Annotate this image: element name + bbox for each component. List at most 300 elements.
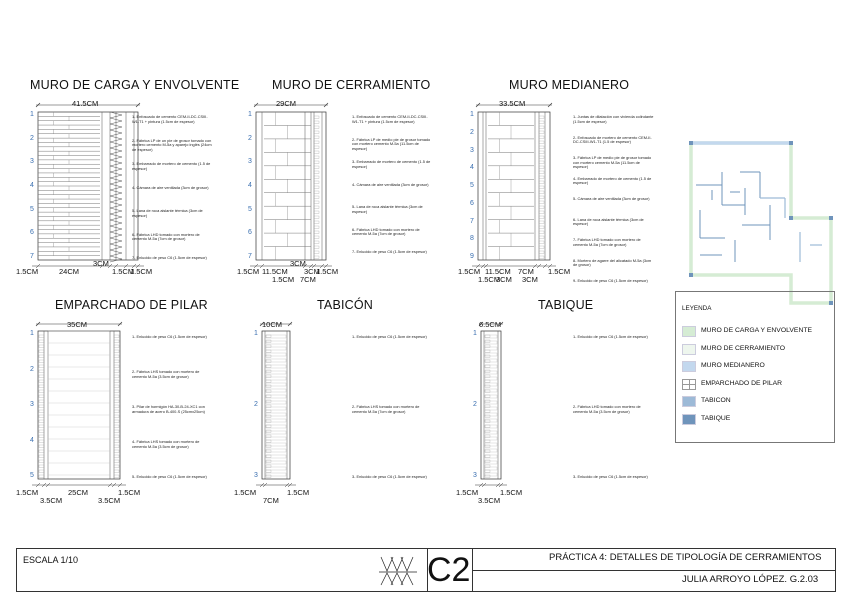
hollow-brick-cell [314, 196, 319, 198]
hollow-brick-cell [485, 350, 490, 352]
plan-pillar [689, 141, 693, 145]
dim-bottom-pilar: 25CM [68, 488, 89, 497]
hollow-brick-cell [266, 400, 271, 402]
hollow-brick-cell [539, 206, 544, 208]
hollow-brick-cell [114, 465, 119, 467]
hollow-brick-cell [539, 186, 544, 188]
legend-title: LEYENDA [682, 305, 712, 312]
legend-item [682, 414, 832, 424]
layer-number: 4 [248, 182, 252, 189]
hollow-brick-cell [539, 126, 544, 128]
layer-number: 2 [254, 401, 258, 408]
hollow-brick-cell [266, 365, 271, 367]
hollow-brick-cell [266, 455, 271, 457]
legend-swatch [682, 361, 696, 372]
hollow-brick-cell [39, 445, 44, 447]
hollow-brick-cell [39, 395, 44, 397]
legend-label: MURO DE CERRAMIENTO [701, 344, 786, 352]
hollow-brick-cell [485, 395, 490, 397]
layer-note: 4- Cámara de aire ventilada (3cm de grosor) [132, 184, 209, 190]
hollow-brick-cell [539, 151, 544, 153]
school-logo-icon [377, 551, 425, 589]
plan-pillar [789, 141, 793, 145]
hollow-brick-cell [314, 191, 319, 193]
title-muro-medianero: MURO MEDIANERO [509, 78, 630, 92]
hollow-brick-cell [539, 171, 544, 173]
hollow-brick-cell [485, 449, 497, 452]
scale-label: ESCALA 1/10 [23, 555, 79, 565]
plan-envelope [691, 143, 831, 303]
layer-note: 2- Fábrica LHD tomado con mortero de cemento M-5a (3.5cm de grosor) [573, 404, 641, 414]
hollow-brick-cell [485, 340, 490, 342]
layer-number: 6 [470, 199, 474, 207]
hollow-brick-cell [314, 116, 319, 118]
hollow-brick-cell [314, 146, 319, 148]
hollow-brick-cell [485, 415, 490, 417]
hollow-brick-cell [539, 161, 544, 163]
layer-number: 7 [30, 253, 34, 260]
hollow-brick-cell [485, 460, 490, 462]
author-name: JULIA ARROYO LÓPEZ. G.2.03 [682, 574, 819, 585]
hollow-brick-cell [266, 430, 271, 432]
layer-number: 3 [248, 158, 252, 166]
layer-number: 3 [254, 472, 258, 479]
dim-bottom-carga: 1.5CM [130, 267, 153, 276]
legend-swatch [682, 414, 696, 425]
layer-note: 7- Enlucido de yeso C6 (1.5cm de espesor) [132, 255, 207, 260]
legend-box [675, 291, 835, 443]
hollow-brick-cell [539, 211, 544, 213]
title-muro-carga: MURO DE CARGA Y ENVOLVENTE [30, 78, 240, 92]
layer-number: 3 [30, 158, 34, 166]
hollow-brick-cell [39, 440, 44, 442]
hollow-brick-cell [266, 359, 286, 362]
hollow-brick-cell [314, 256, 319, 258]
layer-note: 2- Fábrica LP de medio pie de grosor tomado con mortero cemento M-5a (11.5cm de espesor) [352, 136, 431, 151]
hollow-brick-cell [114, 365, 119, 367]
legend-swatch [682, 379, 696, 390]
legend-item [682, 396, 832, 406]
legend-item [682, 326, 832, 336]
layer-number: 5 [30, 472, 34, 479]
hollow-brick-cell [314, 221, 319, 223]
dim-bottom-pilar: 1.5CM [118, 488, 141, 497]
hollow-brick-cell [539, 141, 544, 143]
dim-top-cerramiento: 29CM [276, 99, 297, 108]
layer-number: 2 [470, 128, 474, 136]
hollow-brick-cell [539, 241, 544, 243]
hollow-brick-cell [39, 385, 44, 387]
layer-number: 6 [30, 229, 34, 237]
hollow-brick-cell [39, 355, 44, 357]
section-tabicon [256, 322, 296, 487]
dim-bottom-carga: 3CM [93, 259, 109, 268]
hollow-brick-cell [266, 353, 286, 356]
hollow-brick-cell [485, 335, 490, 337]
hollow-brick-cell [266, 440, 271, 442]
layer-number: 1 [248, 111, 252, 118]
hollow-brick-cell [539, 121, 544, 123]
hollow-brick-cell [114, 450, 119, 452]
hollow-brick-cell [314, 171, 319, 173]
dim-bottom-medianero: 3CM [496, 275, 512, 284]
hollow-brick-cell [266, 470, 271, 472]
layer-number: 6 [248, 229, 252, 237]
layer-note: 3- Enlucido de yeso C6 (1.5cm de espesor) [573, 474, 648, 479]
hollow-brick-cell [485, 410, 490, 412]
dim-bottom-cerramiento: 3CM [290, 259, 306, 268]
hollow-brick-cell [114, 340, 119, 342]
hollow-brick-cell [114, 385, 119, 387]
legend-label: MURO DE CARGA Y ENVOLVENTE [701, 327, 813, 334]
layer-note: 6- Lana de roca aislante térmica (3cm de espesor) [573, 216, 644, 227]
hollow-brick-cell [314, 246, 319, 248]
hollow-brick-cell [314, 166, 319, 168]
hollow-brick-cell [114, 475, 119, 477]
hollow-brick-cell [114, 455, 119, 457]
dim-bottom-tabique: 1.5CM [500, 488, 523, 497]
hollow-brick-cell [539, 131, 544, 133]
hollow-brick-cell [485, 370, 490, 372]
hollow-brick-cell [39, 465, 44, 467]
hollow-brick-cell [266, 350, 271, 352]
hollow-brick-cell [114, 470, 119, 472]
hollow-brick-cell [266, 449, 286, 452]
legend-swatch [682, 396, 696, 407]
layer-note: 4- Fábrica LHS tomado con mortero de cemento M-5a (3.5cm de grosor) [132, 439, 200, 449]
title-tabique: TABIQUE [538, 298, 594, 312]
dim-bottom-tabicon: 1.5CM [287, 488, 310, 497]
layer-note: 3- Embarrado de mortero de cemento (1.5 de espesor) [132, 161, 211, 171]
layer-number: 2 [30, 134, 34, 142]
layer-note: 6- Fábrica LHD tomado con mortero de cemento M-5a (7cm de grosor) [132, 231, 200, 242]
hollow-brick-cell [314, 216, 319, 218]
legend-label: EMPARCHADO DE PILAR [701, 379, 783, 387]
hollow-brick-cell [485, 389, 497, 392]
hollow-brick-cell [485, 443, 497, 446]
hollow-brick-cell [539, 181, 544, 183]
hollow-brick-cell [114, 395, 119, 397]
hollow-brick-cell [485, 383, 497, 386]
hollow-brick-cell [114, 430, 119, 432]
hollow-brick-cell [114, 420, 119, 422]
hollow-brick-cell [114, 380, 119, 382]
hollow-brick-cell [266, 370, 271, 372]
layer-note: 5- Lana de roca aislante térmica (3cm de espesor) [352, 204, 423, 214]
hollow-brick-cell [114, 445, 119, 447]
dim-bottom-medianero: 1.5CM [478, 275, 501, 284]
hollow-brick-cell [266, 475, 271, 477]
layer-note: 7- Fábrica LHD tomado con mortero de cemento M-5a (7cm de grosor) [573, 237, 641, 247]
hollow-brick-cell [39, 410, 44, 412]
section-emparchado-pilar [32, 322, 126, 487]
hollow-brick-cell [314, 181, 319, 183]
legend-swatch [682, 344, 696, 355]
legend-label: TABICON [701, 397, 731, 404]
hollow-brick-cell [539, 116, 544, 118]
dim-bottom-tabique: 1.5CM [456, 488, 479, 497]
layer-number: 1 [30, 111, 34, 118]
dim-bottom-carga: 24CM [59, 267, 80, 276]
layer-number: 4 [30, 436, 34, 444]
hollow-brick-cell [485, 475, 490, 477]
hollow-brick-cell [114, 345, 119, 347]
hollow-brick-cell [485, 355, 490, 357]
legend-item [682, 361, 832, 371]
hollow-brick-cell [539, 216, 544, 218]
layer-number: 1 [30, 330, 34, 337]
hollow-brick-cell [314, 186, 319, 188]
dim-bottom-pilar: 3.5CM [40, 496, 63, 505]
dim-bottom-pilar: 3.5CM [98, 496, 121, 505]
legend-label: MURO MEDIANERO [701, 362, 765, 369]
hollow-brick-cell [485, 440, 490, 442]
hollow-brick-cell [39, 430, 44, 432]
hollow-brick-cell [485, 359, 497, 362]
hollow-brick-cell [539, 221, 544, 223]
dim-bottom-medianero: 3CM [522, 275, 538, 284]
title-block [16, 548, 836, 592]
hollow-brick-cell [39, 470, 44, 472]
hollow-brick-cell [314, 126, 319, 128]
hollow-brick-cell [485, 400, 490, 402]
layer-number: 3 [30, 401, 34, 408]
hollow-brick-cell [314, 151, 319, 153]
hollow-brick-cell [539, 231, 544, 233]
hollow-brick-cell [39, 340, 44, 342]
dim-bottom-tabique: 3.5CM [478, 496, 501, 505]
hollow-brick-cell [314, 211, 319, 213]
hollow-brick-cell [39, 375, 44, 377]
hollow-brick-cell [539, 236, 544, 238]
hollow-brick-cell [266, 389, 286, 392]
hollow-brick-cell [314, 141, 319, 143]
hollow-brick-cell [314, 236, 319, 238]
hollow-brick-cell [39, 455, 44, 457]
hollow-brick-cell [266, 473, 286, 476]
dim-bottom-cerramiento: 1.5CM [316, 267, 339, 276]
layer-note: 1- Enlucido de yeso C6 (1.5cm de espesor) [132, 334, 207, 339]
section-tabique [475, 322, 507, 487]
layer-note: 1- Enlucido de yeso C6 (1.5cm de espesor) [573, 334, 648, 339]
hollow-brick-cell [114, 390, 119, 392]
hollow-brick-cell [314, 226, 319, 228]
dim-bottom-pilar: 1.5CM [16, 488, 39, 497]
hollow-brick-cell [539, 191, 544, 193]
legend-swatch [682, 326, 696, 337]
dim-bottom-tabicon: 7CM [263, 496, 279, 505]
hollow-brick-cell [39, 405, 44, 407]
hollow-brick-cell [266, 445, 271, 447]
dim-bottom-cerramiento: 1.5CM [272, 275, 295, 284]
hollow-brick-cell [266, 380, 271, 382]
layer-note: 1- Enlucido de yeso C6 (1.5cm de espesor) [352, 334, 427, 339]
layer-note: 1- Juntas de dilatación con vivienda colindante (1.5cm de espesor) [573, 114, 654, 124]
layer-number: 7 [470, 217, 474, 225]
hollow-brick-cell [314, 156, 319, 158]
hollow-brick-cell [314, 201, 319, 203]
floor-plan-key [689, 141, 833, 305]
hollow-brick-cell [39, 360, 44, 362]
sheet-code: C2 [427, 551, 471, 589]
layer-number: 1 [470, 111, 474, 118]
hollow-brick-cell [485, 365, 490, 367]
layer-number: 1 [254, 330, 258, 337]
hollow-brick-cell [485, 445, 490, 447]
hollow-brick-cell [39, 400, 44, 402]
hollow-brick-cell [485, 430, 490, 432]
dim-top-carga: 41.5CM [72, 99, 99, 108]
layer-number: 4 [470, 164, 474, 172]
hollow-brick-cell [266, 413, 286, 416]
hollow-brick-cell [114, 370, 119, 372]
hollow-brick-cell [314, 231, 319, 233]
hollow-brick-cell [485, 470, 490, 472]
layer-note: 2- Fábrica LP de un pie de grosor tomado con mortero cemento M-5a y aparejo inglés (24cm de espesor) [132, 137, 212, 152]
hollow-brick-cell [114, 440, 119, 442]
hollow-brick-cell [266, 355, 271, 357]
layer-number: 5 [470, 182, 474, 189]
layer-note: 5- Cámara de aire ventilada (3cm de grosor) [573, 196, 650, 201]
hollow-brick-cell [39, 415, 44, 417]
hollow-brick-cell [485, 380, 490, 382]
plan-pillar [689, 273, 693, 277]
hollow-brick-cell [39, 350, 44, 352]
hollow-brick-cell [539, 201, 544, 203]
hollow-brick-cell [266, 340, 271, 342]
hollow-brick-cell [539, 146, 544, 148]
hollow-brick-cell [539, 256, 544, 258]
hollow-brick-cell [114, 355, 119, 357]
layer-number: 4 [30, 182, 34, 189]
hollow-brick-cell [539, 156, 544, 158]
hollow-brick-cell [266, 425, 271, 427]
dim-top-tabicon: 10CM [262, 320, 283, 329]
hollow-brick-cell [539, 166, 544, 168]
layer-note: 4- Embarrado de mortero de cemento (1.5 de espesor) [573, 175, 652, 186]
dim-bottom-cerramiento: 7CM [300, 275, 316, 284]
layer-note: 2- Fábrica LHS tomado con mortero de cemento M-5a (3.5cm de grosor) [132, 369, 200, 379]
hollow-brick-cell [266, 419, 286, 422]
hollow-brick-cell [539, 176, 544, 178]
layer-note: 3- Pilar de hormigón HA-30-B-24-XC1 con armadura de acero B-400-S (25cmx25cm) [132, 404, 205, 414]
hollow-brick-cell [314, 251, 319, 253]
dim-bottom-carga: 1.5CM [16, 267, 39, 276]
layer-note: 1- Enfoscado de cemento CEM-II-DC-CSIII-W1-T1 + pintura (1.5cm de espesor) [132, 114, 208, 124]
title-tabicon: TABICÓN [317, 298, 374, 312]
layer-number: 1 [473, 330, 477, 337]
layer-number: 2 [473, 401, 477, 408]
hollow-brick-cell [485, 455, 490, 457]
hollow-brick-cell [485, 413, 497, 416]
dim-bottom-medianero: 11.5CM [485, 267, 511, 276]
section-muro-cerramiento [250, 103, 332, 268]
hollow-brick-cell [39, 435, 44, 437]
hollow-brick-cell [39, 370, 44, 372]
hollow-brick-cell [266, 460, 271, 462]
layer-note: 5- Enlucido de yeso C6 (1.5cm de espesor) [132, 474, 207, 479]
hollow-brick-cell [314, 131, 319, 133]
hollow-brick-cell [266, 385, 271, 387]
plan-pillar [789, 216, 793, 220]
legend-label: TABIQUE [701, 414, 731, 422]
hollow-brick-cell [485, 419, 497, 422]
hollow-brick-cell [39, 335, 44, 337]
layer-number: 3 [470, 146, 474, 154]
hollow-brick-cell [39, 390, 44, 392]
hollow-brick-cell [39, 425, 44, 427]
layer-number: 5 [248, 205, 252, 213]
hollow-brick-cell [39, 460, 44, 462]
layer-note: 2- Enfoscado de mortero de cemento CEM-II-DC-CSIII-W1-T1 (1.5 de espesor) [573, 134, 652, 145]
title-block-rule [472, 570, 835, 571]
title-muro-cerramiento: MURO DE CERRAMIENTO [272, 78, 431, 92]
section-muro-carga [32, 103, 144, 268]
hollow-brick-cell [485, 385, 490, 387]
dim-bottom-medianero: 1.5CM [548, 267, 571, 276]
layer-note: 9- Enlucido de yeso C6 (1.5cm de espesor) [573, 278, 648, 283]
hollow-brick-cell [114, 350, 119, 352]
layer-number: 7 [248, 253, 252, 260]
hollow-brick-cell [314, 121, 319, 123]
section-muro-medianero [472, 103, 556, 268]
hollow-brick-cell [266, 443, 286, 446]
hollow-brick-cell [539, 196, 544, 198]
hollow-brick-cell [266, 395, 271, 397]
hollow-brick-cell [114, 425, 119, 427]
hollow-brick-cell [39, 450, 44, 452]
dim-top-pilar: 35CM [67, 320, 88, 329]
hollow-brick-cell [114, 405, 119, 407]
hollow-brick-cell [114, 435, 119, 437]
layer-note: 2- Fábrica LHS tomado con mortero de cemento M-5a (7cm de grosor) [352, 404, 420, 414]
legend-item [682, 344, 832, 354]
hollow-brick-cell [114, 410, 119, 412]
hollow-brick-cell [39, 475, 44, 477]
hollow-brick-cell [314, 136, 319, 138]
hollow-brick-cell [266, 383, 286, 386]
dim-bottom-carga: 1.5CM [112, 267, 135, 276]
hollow-brick-cell [39, 365, 44, 367]
layer-note: 3- Embarrado de mortero de cemento (1.5 de espesor) [352, 159, 431, 169]
hollow-brick-cell [539, 226, 544, 228]
title-emparchado-pilar: EMPARCHADO DE PILAR [55, 298, 208, 312]
hollow-brick-cell [114, 375, 119, 377]
hollow-brick-cell [485, 425, 490, 427]
layer-note: 8- Mortero de agarre del alicatado M-5a (3cm de grosor) [573, 257, 652, 268]
hollow-brick-cell [539, 136, 544, 138]
layer-number: 5 [30, 205, 34, 213]
dim-bottom-tabicon: 1.5CM [234, 488, 257, 497]
hollow-brick-cell [485, 353, 497, 356]
layer-number: 8 [470, 235, 474, 243]
plan-pillar [829, 216, 833, 220]
layer-number: 2 [248, 134, 252, 142]
hollow-brick-cell [114, 415, 119, 417]
hollow-brick-cell [114, 335, 119, 337]
hollow-brick-cell [39, 380, 44, 382]
hollow-brick-cell [485, 473, 497, 476]
practice-title: PRÁCTICA 4: DETALLES DE TIPOLOGÍA DE CERRAMIENTOS [549, 552, 822, 563]
hollow-brick-cell [39, 420, 44, 422]
layer-note: 4- Cámara de aire ventilada (3cm de grosor) [352, 181, 429, 187]
hollow-brick-cell [266, 410, 271, 412]
layer-number: 9 [470, 253, 474, 260]
layer-note: 3- Enlucido de yeso C6 (1.5cm de espesor) [352, 474, 427, 479]
dim-bottom-medianero: 7CM [518, 267, 534, 276]
hollow-brick-cell [314, 176, 319, 178]
hollow-brick-cell [314, 161, 319, 163]
